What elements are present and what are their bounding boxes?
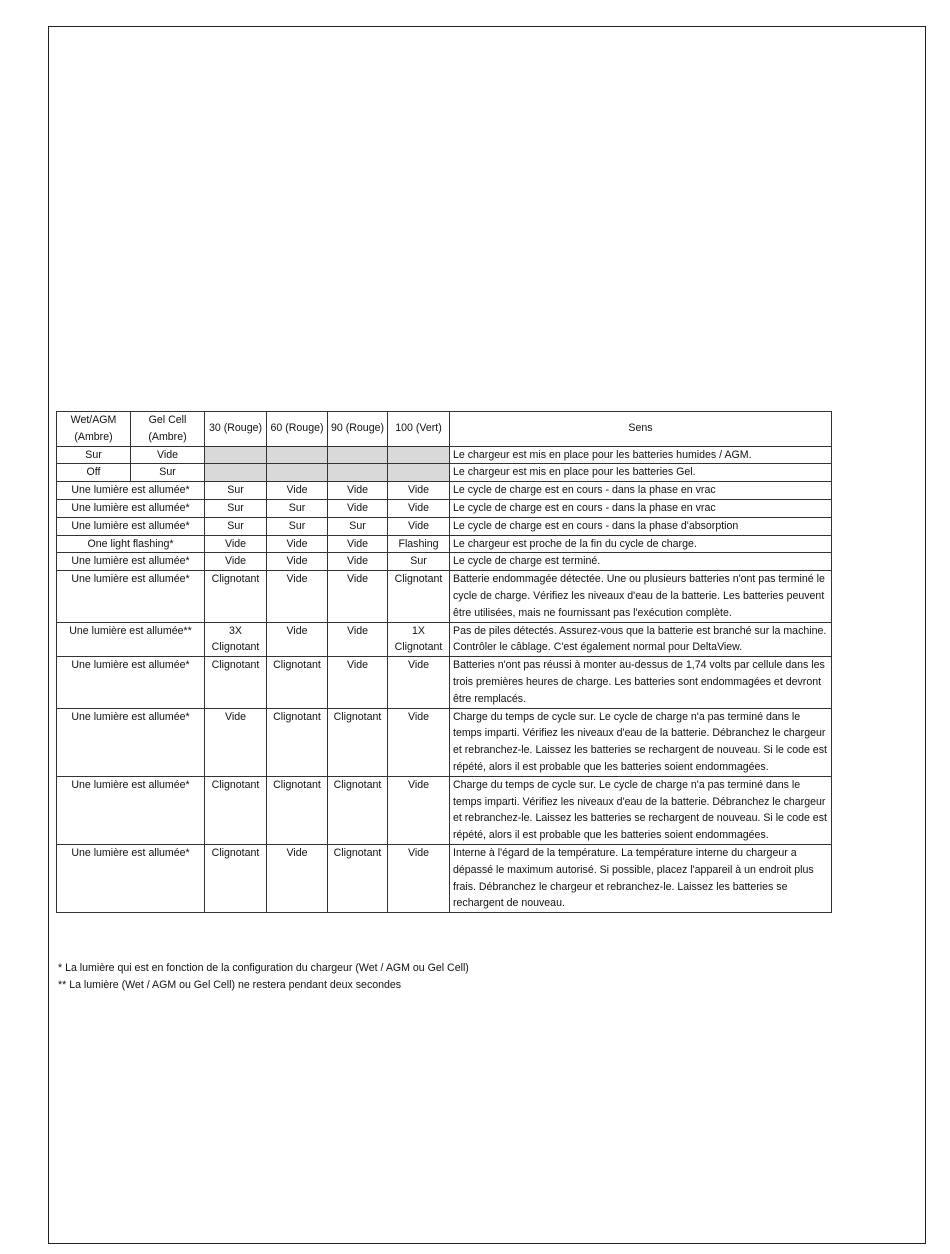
empty-gray-cell — [328, 464, 388, 482]
empty-gray-cell — [205, 464, 267, 482]
light-60-cell: Clignotant — [267, 776, 328, 844]
charger-status-table — [56, 411, 832, 913]
light-30-cell: Vide — [205, 553, 267, 571]
light-60-cell: Clignotant — [267, 708, 328, 776]
light-30-cell: Sur — [205, 499, 267, 517]
table-row — [57, 482, 832, 500]
sens-cell: Le chargeur est mis en place pour les batteries humides / AGM. — [450, 446, 832, 464]
table-header-row — [57, 412, 832, 447]
amber-light-cell: Une lumière est allumée* — [57, 517, 205, 535]
light-100-cell: Vide — [388, 844, 450, 912]
header-100: 100 (Vert) — [388, 412, 450, 447]
header-60: 60 (Rouge) — [267, 412, 328, 447]
light-100-cell: Vide — [388, 499, 450, 517]
light-90-cell: Clignotant — [328, 708, 388, 776]
light-60-cell: Clignotant — [267, 657, 328, 708]
footnotes — [58, 960, 469, 993]
amber-light-cell: Une lumière est allumée* — [57, 482, 205, 500]
light-30-cell: 3X Clignotant — [205, 622, 267, 657]
amber-light-cell: Une lumière est allumée** — [57, 622, 205, 657]
light-100-cell: Vide — [388, 657, 450, 708]
table-row — [57, 622, 832, 657]
empty-gray-cell — [267, 446, 328, 464]
sens-cell: Charge du temps de cycle sur. Le cycle de charge n'a pas terminé dans le temps imparti. Vérifiez les niveaux d'eau de la batterie. Débranchez le chargeur et rebranchez-le. Laissez les batteries se rechargent de nouveau. Si le code est répété, alors il est probable que les batteries soient endommagées. — [450, 708, 832, 776]
amber-light-cell: Une lumière est allumée* — [57, 553, 205, 571]
light-60-cell: Sur — [267, 499, 328, 517]
amber-light-cell: Une lumière est allumée* — [57, 776, 205, 844]
sens-cell: Batteries n'ont pas réussi à monter au-dessus de 1,74 volts par cellule dans les trois premières heures de charge. Les batteries sont endommagées et devront être remplacés. — [450, 657, 832, 708]
table-row — [57, 553, 832, 571]
table-row — [57, 776, 832, 844]
empty-gray-cell — [205, 446, 267, 464]
sens-cell: Le cycle de charge est en cours - dans la phase d'absorption — [450, 517, 832, 535]
light-100-cell: Vide — [388, 517, 450, 535]
light-100-cell: Vide — [388, 776, 450, 844]
light-30-cell: Clignotant — [205, 844, 267, 912]
wet-agm-cell: Off — [57, 464, 131, 482]
header-wet-agm: Wet/AGM (Ambre) — [57, 412, 131, 447]
light-60-cell: Vide — [267, 622, 328, 657]
light-100-cell: Clignotant — [388, 571, 450, 622]
sens-cell: Le chargeur est mis en place pour les batteries Gel. — [450, 464, 832, 482]
amber-light-cell: One light flashing* — [57, 535, 205, 553]
footnote-single-star: * La lumière qui est en fonction de la configuration du chargeur (Wet / AGM ou Gel Cell) — [58, 962, 469, 974]
gel-cell-cell: Sur — [131, 464, 205, 482]
amber-light-cell: Une lumière est allumée* — [57, 708, 205, 776]
sens-cell: Le cycle de charge est en cours - dans la phase en vrac — [450, 499, 832, 517]
footnote-double-star: ** La lumière (Wet / AGM ou Gel Cell) ne restera pendant deux secondes — [58, 978, 402, 991]
gel-cell-cell: Vide — [131, 446, 205, 464]
amber-light-cell: Une lumière est allumée* — [57, 571, 205, 622]
light-30-cell: Sur — [205, 482, 267, 500]
light-60-cell: Vide — [267, 553, 328, 571]
wet-agm-cell: Sur — [57, 446, 131, 464]
table-row — [57, 535, 832, 553]
light-30-cell: Clignotant — [205, 657, 267, 708]
sens-cell: Le cycle de charge est terminé. — [450, 553, 832, 571]
amber-light-cell: Une lumière est allumée* — [57, 844, 205, 912]
table-row — [57, 844, 832, 912]
light-30-cell: Sur — [205, 517, 267, 535]
table-row — [57, 571, 832, 622]
table-row — [57, 657, 832, 708]
light-90-cell: Vide — [328, 657, 388, 708]
light-100-cell: 1X Clignotant — [388, 622, 450, 657]
amber-light-cell: Une lumière est allumée* — [57, 657, 205, 708]
light-60-cell: Vide — [267, 844, 328, 912]
header-gel-cell: Gel Cell (Ambre) — [131, 412, 205, 447]
light-90-cell: Clignotant — [328, 776, 388, 844]
sens-cell: Charge du temps de cycle sur. Le cycle de charge n'a pas terminé dans le temps imparti. Vérifiez les niveaux d'eau de la batterie. Débranchez le chargeur et rebranchez-le. Laissez les batteries se rechargent de nouveau. Si le code est répété, alors il est probable que les batteries soient endommagées. — [450, 776, 832, 844]
light-60-cell: Vide — [267, 535, 328, 553]
sens-cell: Le cycle de charge est en cours - dans la phase en vrac — [450, 482, 832, 500]
table-row — [57, 464, 832, 482]
light-100-cell: Vide — [388, 708, 450, 776]
sens-cell: Pas de piles détectés. Assurez-vous que la batterie est branché sur la machine. Contrôler le câblage. C'est également normal pour DeltaView. — [450, 622, 832, 657]
empty-gray-cell — [388, 446, 450, 464]
amber-light-cell: Une lumière est allumée* — [57, 499, 205, 517]
light-60-cell: Sur — [267, 517, 328, 535]
table-row — [57, 708, 832, 776]
header-30: 30 (Rouge) — [205, 412, 267, 447]
light-60-cell: Vide — [267, 571, 328, 622]
light-30-cell: Clignotant — [205, 776, 267, 844]
table-row — [57, 446, 832, 464]
light-90-cell: Vide — [328, 571, 388, 622]
charger-status-table-wrapper — [56, 411, 831, 913]
empty-gray-cell — [388, 464, 450, 482]
light-30-cell: Vide — [205, 535, 267, 553]
light-90-cell: Clignotant — [328, 844, 388, 912]
light-90-cell: Vide — [328, 482, 388, 500]
table-row — [57, 499, 832, 517]
table-row — [57, 517, 832, 535]
light-60-cell: Vide — [267, 482, 328, 500]
empty-gray-cell — [328, 446, 388, 464]
light-90-cell: Vide — [328, 553, 388, 571]
header-sens: Sens — [450, 412, 832, 447]
light-100-cell: Sur — [388, 553, 450, 571]
light-30-cell: Clignotant — [205, 571, 267, 622]
sens-cell: Batterie endommagée détectée. Une ou plusieurs batteries n'ont pas terminé le cycle de charge. Vérifiez les niveaux d'eau de la batterie. Les batteries peuvent être utilisées, mais ne fournissant pas l'exécution complète. — [450, 571, 832, 622]
light-100-cell: Flashing — [388, 535, 450, 553]
light-90-cell: Vide — [328, 535, 388, 553]
light-90-cell: Vide — [328, 499, 388, 517]
sens-cell: Interne à l'égard de la température. La température interne du chargeur a dépassé le maximum autorisé. Si possible, placez l'appareil à un endroit plus frais. Débranchez le chargeur et rebranchez-le. Laissez les batteries se rechargent de nouveau. — [450, 844, 832, 912]
header-90: 90 (Rouge) — [328, 412, 388, 447]
light-100-cell: Vide — [388, 482, 450, 500]
light-90-cell: Sur — [328, 517, 388, 535]
light-30-cell: Vide — [205, 708, 267, 776]
empty-gray-cell — [267, 464, 328, 482]
light-90-cell: Vide — [328, 622, 388, 657]
sens-cell: Le chargeur est proche de la fin du cycle de charge. — [450, 535, 832, 553]
